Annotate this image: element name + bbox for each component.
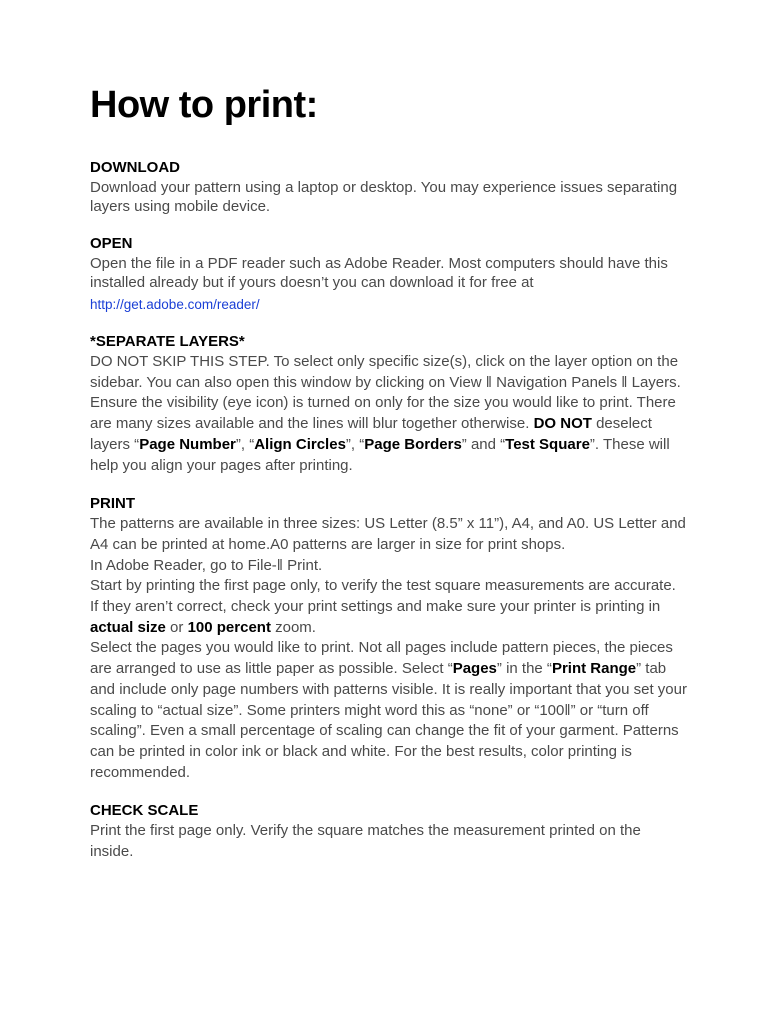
print-paragraph-adobe: In Adobe Reader, go to File-‖ Print. [90,556,323,574]
section-check-scale [90,801,688,862]
adobe-reader-link[interactable]: http://get.adobe.com/reader/ [90,297,260,312]
section-download [90,158,688,216]
page-number-layer: Page Number [139,435,236,453]
open-heading: OPEN [90,235,133,252]
check-scale-text: Print the first page only. Verify the square matches the measurement printed on the inside. [90,822,641,861]
page-borders-layer: Page Borders [364,435,462,453]
open-text: Open the file in a PDF reader such as Adobe Reader. Most computers should have this installed already but if yours doesn’t you can download it for free at [90,255,668,291]
page-title: How to print: [90,84,318,126]
test-square-layer: Test Square [505,435,590,453]
download-heading: DOWNLOAD [90,159,180,176]
pages-emphasis: Pages [452,660,497,678]
print-heading: PRINT [90,495,135,513]
separate-layers-heading: *SEPARATE LAYERS* [90,333,245,350]
separate-layers-text: DO NOT SKIP THIS STEP. To select only specific size(s), click on the layer option on the sidebar. You can also open this window by clicking on View ‖ Navigation Panels ‖ Layers. Ensure the visibility (eye icon) is turned on only for the size you would like to print. There are many sizes available and the lines will blur together otherwise. DO NOT deselect layers “Page Number”, “Align Circles”, “Page Borders” and “Test Square”. These will help you align your pages after printing. [90,353,681,474]
download-text: Download your pattern using a laptop or desktop. You may experience issues separating layers using mobile device. [90,179,678,215]
section-open [90,234,688,314]
print-paragraph-pages: Select the pages you would like to print. Not all pages include pattern pieces, the pieces are arranged to use as little paper as possible. Select “Pages” in the “Print Range” tab and include only page numbers with patterns visible. It is really important that you set your scaling to “actual size”. Some printers might word this as “none” or “100‖” or “turn off scaling”. Even a small percentage of scaling can change the fit of your garment. Patterns can be printed in color ink or black and white. For the best results, color printing is recommended. [90,639,687,781]
print-paragraph-test-square: Start by printing the first page only, to verify the test square measurements are accurate. If they aren’t correct, check your print settings and make sure your printer is printing in actual size or 100 percent zoom. [90,577,676,636]
print-paragraph-sizes: The patterns are available in three sizes: US Letter (8.5” x 11”), A4, and A0. US Letter and A4 can be printed at home.A0 patterns are larger in size for print shops. [90,515,686,553]
print-range-emphasis: Print Range [551,660,637,678]
align-circles-layer: Align Circles [254,435,346,453]
hundred-percent-emphasis: 100 percent [187,618,271,636]
do-not-emphasis: DO NOT [533,415,592,433]
section-print [90,494,688,783]
actual-size-emphasis: actual size [90,618,166,636]
section-separate-layers [90,332,688,476]
check-scale-heading: CHECK SCALE [90,802,199,820]
